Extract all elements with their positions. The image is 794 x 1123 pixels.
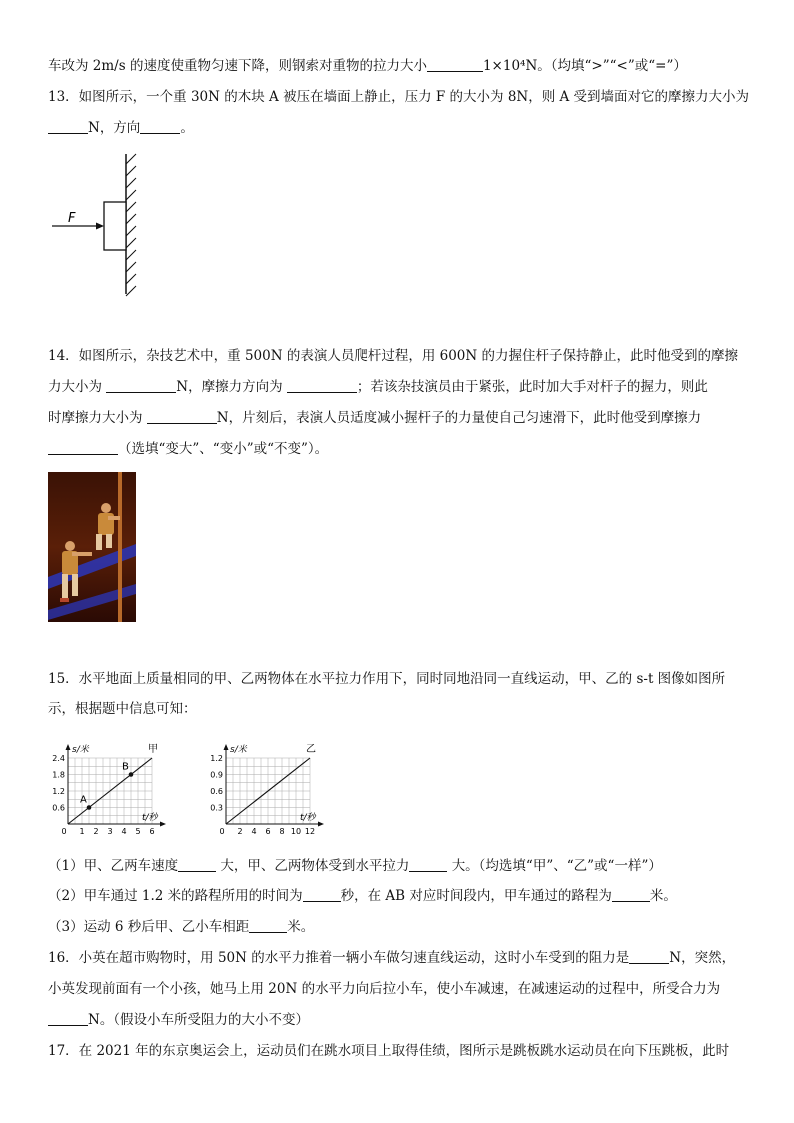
q14-line3 <box>48 409 701 427</box>
y-tick-label: 2.4 <box>52 754 65 763</box>
chart-yi <box>206 738 341 838</box>
y-tick-label: 0.6 <box>210 787 223 796</box>
q14-text-f: （选填“变大”、“变小”或“不变”）。 <box>118 441 329 457</box>
y-tick-label: 0.3 <box>210 803 223 813</box>
y-tick-label: 0.9 <box>210 770 223 780</box>
x-axis-arrow <box>160 822 166 827</box>
y-tick-label: 1.2 <box>52 787 65 796</box>
y-axis-label: s/米 <box>72 745 89 755</box>
q15-sub3-text-b: 米。 <box>287 919 315 935</box>
q16-line3 <box>48 1011 309 1029</box>
point-a <box>87 805 92 810</box>
x-tick-label: 4 <box>251 827 257 836</box>
q15-blank-3[interactable] <box>303 887 341 902</box>
x-tick-label: 6 <box>149 827 155 836</box>
q16-line2: 小英发现前面有一个小孩，她马上用 20N 的水平力向后拉小车，使小车减速，在减速运动的过程中，所受合力为 <box>48 981 721 997</box>
y-tick-label: 0.6 <box>52 803 65 813</box>
acrobat-photo <box>48 472 136 622</box>
q14-blank-4[interactable] <box>48 440 118 455</box>
q14-text-c: ；若该杂技演员由于紧张，此时加大手对杆子的握力，则此 <box>356 379 708 395</box>
q12-text-a: 车改为 2m/s 的速度使重物匀速下降，则钢索对重物的拉力大小 <box>48 58 427 74</box>
q15-sub2-text-c: 米。 <box>649 888 677 904</box>
x-tick-label: 0 <box>219 827 225 836</box>
q14-line2 <box>48 378 708 396</box>
q17-line1: 17．在 2021 年的东京奥运会上，运动员们在跳水项目上取得佳绩，图所示是跳板跳水运动员在向下压跳板，此时 <box>48 1043 730 1059</box>
x-tick-label: 2 <box>237 827 243 836</box>
q14-text-d: 时摩擦力大小为 <box>48 410 143 426</box>
y-axis-arrow <box>224 744 229 750</box>
q15-sub3 <box>48 918 314 936</box>
point-label: B <box>122 761 129 773</box>
q15-sub2 <box>48 887 677 905</box>
climbing-pole <box>118 472 122 622</box>
q14-text-e: N，片刻后，表演人员适度减小握杆子的力量使自己匀速滑下，此时他受到摩擦力 <box>216 410 702 426</box>
q16-text-c: N。（假设小车所受阻力的大小不变） <box>88 1012 310 1028</box>
q13-line2 <box>48 119 194 137</box>
x-tick-label: 5 <box>135 827 141 836</box>
y-tick-label: 1.8 <box>52 770 65 780</box>
y-axis-arrow <box>66 744 71 750</box>
q13-blank-2[interactable] <box>140 119 180 134</box>
q15-blank-2[interactable] <box>409 857 447 872</box>
q14-line1: 14．如图所示，杂技艺术中，重 500N 的表演人员爬杆过程，用 600N 的力握住杆子保持静止，此时他受到的摩擦 <box>48 348 739 364</box>
point-b <box>129 772 134 777</box>
x-tick-label: 6 <box>265 827 271 836</box>
q12-line <box>48 57 687 75</box>
x-tick-label: 1 <box>79 827 85 836</box>
q15-line2: 示，根据题中信息可知： <box>48 701 197 717</box>
x-tick-label: 8 <box>279 827 285 836</box>
q16-text-a: 16．小英在超市购物时，用 50N 的水平力推着一辆小车做匀速直线运动，这时小车受到的阻力是 <box>48 950 630 966</box>
q12-text-b: 1×10⁴N。（均填“>”“<”或“=”） <box>482 58 687 74</box>
q15-sub1-text-c: 大。（均选填“甲”、“乙”或“一样”） <box>451 858 662 874</box>
x-tick-label: 3 <box>107 827 113 836</box>
force-label: F <box>68 211 76 226</box>
q15-blank-1[interactable] <box>178 857 216 872</box>
q13-text-b: 。 <box>180 120 194 136</box>
q15-sub3-text-a: （3）运动 6 秒后甲、乙小车相距 <box>48 919 250 935</box>
q14-blank-2[interactable] <box>287 378 357 393</box>
chart-title: 甲 <box>148 744 158 755</box>
x-tick-label: 4 <box>121 827 127 836</box>
q16-text-b: N，突然， <box>669 950 736 966</box>
q16-blank-1[interactable] <box>629 949 669 964</box>
q13-text-a: N，方向 <box>88 120 141 136</box>
wall-block-figure <box>48 150 148 298</box>
q14-line4 <box>48 440 328 458</box>
q16-blank-2[interactable] <box>48 1011 88 1026</box>
q15-sub2-text-a: （2）甲车通过 1.2 米的路程所用的时间为 <box>48 888 303 904</box>
x-axis-label: t/秒 <box>142 813 158 823</box>
y-axis-label: s/米 <box>230 745 247 755</box>
chart-jia <box>48 738 178 838</box>
x-axis-arrow <box>318 822 324 827</box>
q15-line1: 15．水平地面上质量相同的甲、乙两物体在水平拉力作用下，同时同地沿同一直线运动，甲、乙的 s-t 图像如图所 <box>48 671 726 687</box>
q15-blank-5[interactable] <box>249 918 287 933</box>
q14-text-b: N，摩擦力方向为 <box>176 379 283 395</box>
y-tick-label: 1.2 <box>210 754 223 763</box>
x-axis-label: t/秒 <box>300 813 316 823</box>
q13-line1: 13．如图所示，一个重 30N 的木块 A 被压在墙面上静止，压力 F 的大小为 8N，则 A 受到墙面对它的摩擦力大小为 <box>48 89 750 105</box>
q15-sub1-text-b: 大，甲、乙两物体受到水平拉力 <box>220 858 410 874</box>
point-label: A <box>80 794 87 806</box>
block-a <box>104 202 126 250</box>
x-tick-label: 12 <box>304 827 316 836</box>
x-tick-label: 2 <box>93 827 99 836</box>
q14-text-a: 力大小为 <box>48 379 102 395</box>
q15-sub1 <box>48 857 662 875</box>
q14-blank-3[interactable] <box>147 409 217 424</box>
q13-blank-1[interactable] <box>48 119 88 134</box>
x-tick-label: 0 <box>61 827 67 836</box>
q14-blank-1[interactable] <box>106 378 176 393</box>
x-tick-label: 10 <box>290 827 302 836</box>
q12-blank[interactable] <box>427 57 483 72</box>
force-arrow-head <box>96 223 104 230</box>
chart-title: 乙 <box>306 744 316 755</box>
q15-sub2-text-b: 秒，在 AB 对应时间段内，甲车通过的路程为 <box>340 888 612 904</box>
wall-hatching <box>126 154 136 296</box>
q15-sub1-text-a: （1）甲、乙两车速度 <box>48 858 179 874</box>
q15-blank-4[interactable] <box>612 887 650 902</box>
q16-line1 <box>48 949 735 967</box>
